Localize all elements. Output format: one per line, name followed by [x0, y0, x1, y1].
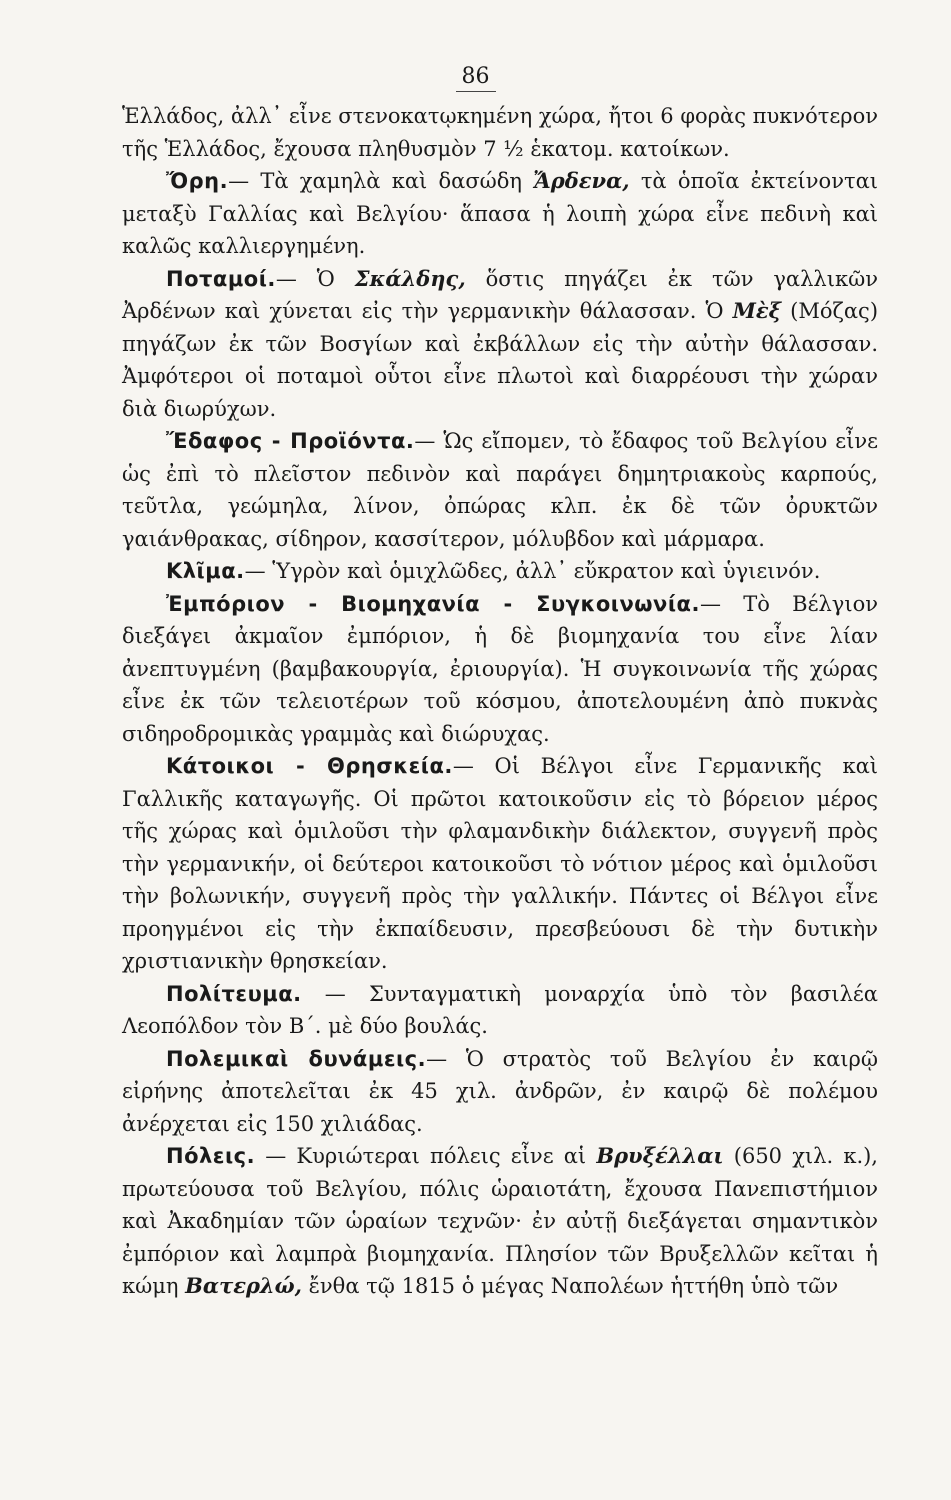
paragraph-text: — Ὑγρὸν καὶ ὁμιχλῶδες, ἀλλ᾽ εὔκρατον καὶ ὑγιεινόν.	[244, 559, 821, 583]
emphasized-name: Βρυξέλλαι	[596, 1143, 724, 1168]
page-number: 86	[0, 64, 951, 92]
section-heading: Πολεμικαὶ δυνάμεις.	[166, 1046, 427, 1071]
section-heading: Κλῖμα.	[166, 559, 245, 583]
section-heading: Ἔδαφος - Προϊόντα.	[166, 429, 415, 453]
section-heading: Ἐμπόριον - Βιομηχανία - Συγκοινωνία.	[166, 591, 700, 616]
paragraph	[122, 425, 878, 555]
paragraph-text: ὅστις πηγάζει ἐκ τῶν γαλλικῶν Ἀρδένων καὶ χύνεται εἰς τὴν γερμανικὴν θάλασσαν. Ὁ	[122, 266, 878, 323]
paragraph-text: — Συνταγματικὴ μοναρχία ὑπὸ τὸν βασιλέα Λεοπόλδον τὸν Β΄. μὲ δύο βουλάς.	[122, 981, 878, 1038]
emphasized-name: Σκάλδης,	[354, 265, 466, 291]
body-text	[122, 100, 878, 1303]
paragraph-text: Ἑλλάδος, ἀλλ᾽ εἶνε στενοκατῳκημένη χώρα, ἤτοι 6 φορὰς πυκνότερον τῆς Ἑλλάδος, ἔχουσα πληθυσμὸν 7 ½ ἑκατομ. κατοίκων.	[122, 104, 878, 161]
emphasized-name: Βατερλώ,	[185, 1273, 302, 1298]
paragraph-text: — Ὡς εἴπομεν, τὸ ἔδαφος τοῦ Βελγίου εἶνε ὡς ἐπὶ τὸ πλεῖστον πεδινὸν καὶ παράγει δημητριακοὺς καρπούς, τεῦτλα, γεώμηλα, λίνον, ὀπώρας κλπ. ἐκ δὲ τῶν ὀρυκτῶν γαιάνθρακας, σίδηρον, κασσίτερον, μόλυβδον καὶ μάρμαρα.	[122, 429, 879, 551]
paragraph	[122, 978, 878, 1043]
paragraph-text: τὰ ὁποῖα ἐκτείνονται μεταξὺ Γαλλίας καὶ Βελγίου· ἅπασα ἡ λοιπὴ χώρα εἶνε πεδινὴ καὶ καλῶς καλλιεργημένη.	[122, 169, 878, 258]
paragraph	[122, 100, 878, 165]
paragraph-text: — Ὁ στρατὸς τοῦ Βελγίου ἐν καιρῷ εἰρήνης ἀποτελεῖται ἐκ 45 χιλ. ἀνδρῶν, ἐν καιρῷ δὲ πολέμου ἀνέρχεται εἰς 150 χιλιάδας.	[122, 1046, 879, 1136]
paragraph	[122, 263, 878, 426]
paragraph-text: — Τὰ χαμηλὰ καὶ δασώδη	[228, 169, 534, 193]
paragraph-text: (650 χιλ. κ.), πρωτεύουσα τοῦ Βελγίου, πόλις ὡραιοτάτη, ἔχουσα Πανεπιστήμιον καὶ Ἀκαδημίαν τῶν ὡραίων τεχνῶν· ἐν αὐτῇ διεξάγεται σημαντικὸν ἐμπόριον καὶ λαμπρὰ βιομηχανία. Πλησίον τῶν Βρυξελλῶν κεῖται ἡ κώμη	[122, 1144, 878, 1298]
paragraph	[122, 555, 878, 588]
paragraph-text: (Μόζας) πηγάζων ἐκ τῶν Βοσγίων καὶ ἐκβάλλων εἰς τὴν αὐτὴν θάλασσαν. Ἀμφότεροι οἱ ποταμοὶ οὗτοι εἶνε πλωτοὶ καὶ διαρρέουσι τὴν χώραν διὰ διωρύχων.	[122, 299, 879, 421]
emphasized-name: Μὲξ	[732, 298, 782, 323]
paragraph	[122, 588, 878, 751]
paragraph	[122, 1043, 878, 1141]
emphasized-name: Ἄρδενα,	[533, 168, 630, 193]
paragraph-text: — Τὸ Βέλγιον διεξάγει ἀκμαῖον ἐμπόριον, ἡ δὲ βιομηχανία του εἶνε λίαν ἀνεπτυγμένη (βαμβακουργία, ἐριουργία). Ἡ συγκοινωνία τῆς χώρας εἶνε ἐκ τῶν τελειοτέρων τοῦ κόσμου, ἀποτελουμένη ἀπὸ πυκνὰς σιδηροδρομικὰς γραμμὰς καὶ διώρυχας.	[122, 591, 878, 746]
paragraph	[122, 750, 878, 978]
section-heading: Πόλεις.	[166, 1144, 256, 1168]
paragraph	[122, 165, 878, 263]
section-heading: Πολίτευμα.	[166, 981, 302, 1006]
section-heading: Κάτοικοι - Θρησκεία.	[166, 754, 453, 778]
section-heading: Ποταμοί.	[166, 266, 276, 291]
section-heading: Ὄρη.	[166, 169, 229, 193]
paragraph-text: ἔνθα τῷ 1815 ὁ μέγας Ναπολέων ἡττήθη ὑπὸ τῶν	[301, 1274, 839, 1298]
paragraph-text: — Κυριώτεραι πόλεις εἶνε αἱ	[255, 1144, 597, 1168]
paragraph-text: — Ὁ	[275, 266, 355, 291]
paragraph	[122, 1140, 878, 1303]
paragraph-text: — Οἱ Βέλγοι εἶνε Γερμανικῆς καὶ Γαλλικῆς καταγωγῆς. Οἱ πρῶτοι κατοικοῦσιν εἰς τὸ βόρειον μέρος τῆς χώρας καὶ ὁμιλοῦσι τὴν φλαμανδικὴν διάλεκτον, συγγενῆ πρὸς τὴν γερμανικήν, οἱ δεύτεροι κατοικοῦσι τὸ νότιον μέρος καὶ ὁμιλοῦσι τὴν βολωνικήν, συγγενῆ πρὸς τὴν γαλλικήν. Πάντες οἱ Βέλγοι εἶνε προηγμένοι εἰς τὴν ἐκπαίδευσιν, πρεσβεύουσι δὲ τὴν δυτικὴν χριστιανικὴν θρησκείαν.	[122, 754, 878, 973]
